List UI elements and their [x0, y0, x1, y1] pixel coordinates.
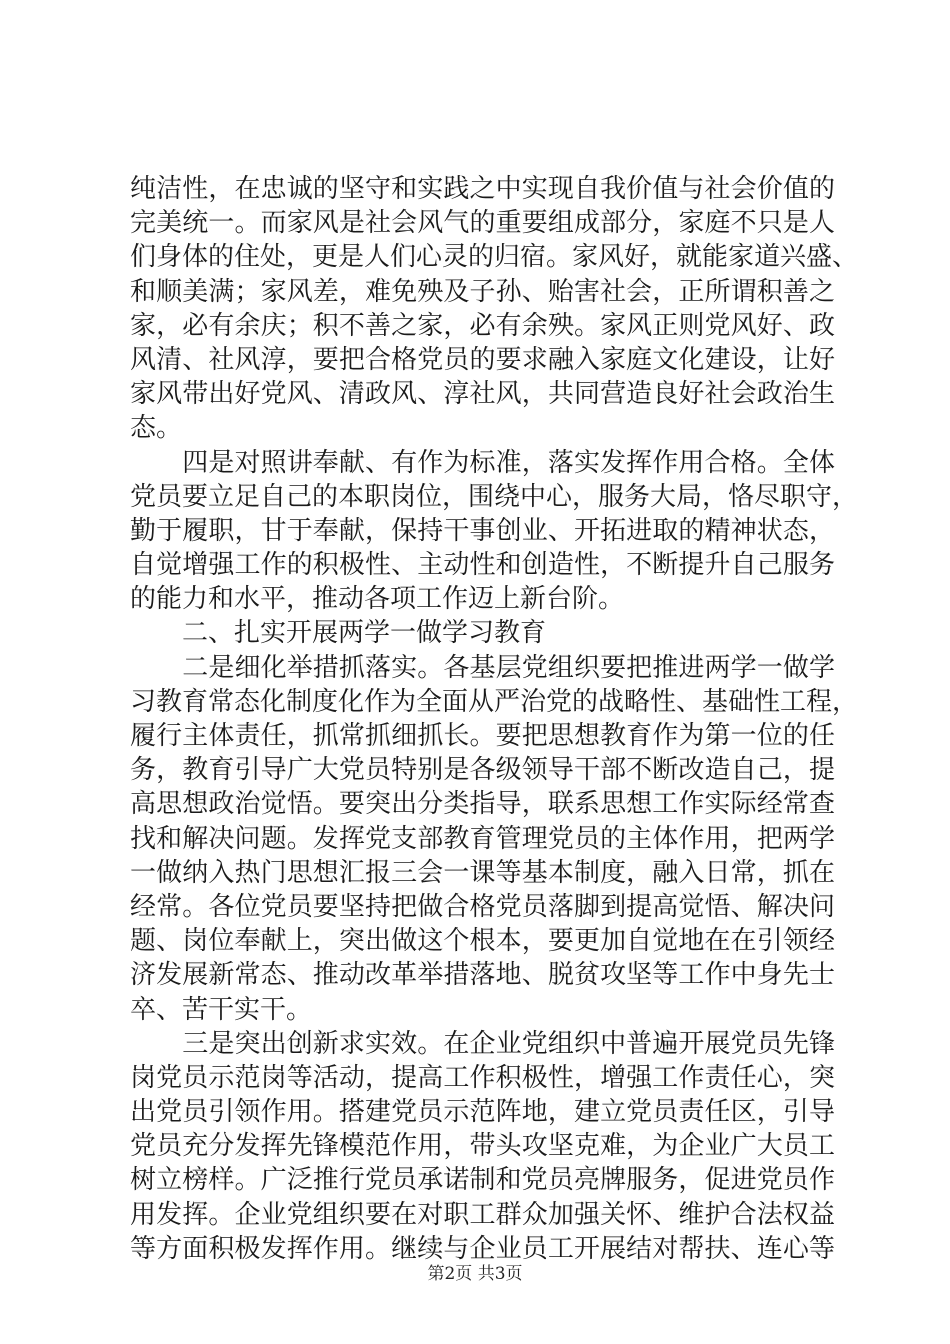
- text-line: 态。: [130, 413, 183, 444]
- text-line: 三是突出创新求实效。在企业党组织中普遍开展党员先锋: [130, 1028, 835, 1059]
- text-line: 们身体的住处，更是人们心灵的归宿。家风好，就能家道兴盛、: [130, 242, 859, 273]
- text-line: 党员要立足自己的本职岗位，围绕中心，服务大局，恪尽职守，: [130, 481, 859, 512]
- page-footer: [0, 1263, 950, 1285]
- text-line: 卒、苦干实干。: [130, 994, 313, 1025]
- text-line: 勤于履职，甘于奉献，保持干事创业、开拓进取的精神状态，: [130, 515, 835, 546]
- text-line: 题、岗位奉献上，突出做这个根本，要更加自觉地在在引领经: [130, 926, 835, 957]
- text-line: 习教育常态化制度化作为全面从严治党的战略性、基础性工程，: [130, 686, 859, 717]
- text-line: 等方面积极发挥作用。继续与企业员工开展结对帮扶、连心等: [130, 1233, 835, 1264]
- text-line: 四是对照讲奉献、有作为标准，落实发挥作用合格。全体: [130, 447, 835, 478]
- page-number-label: 第2页 共3页: [427, 1264, 523, 1284]
- text-line: 履行主体责任，抓常抓细抓长。要把思想教育作为第一位的任: [130, 721, 835, 751]
- text-line: 纯洁性，在忠诚的坚守和实践之中实现自我价值与社会价值的: [130, 174, 835, 204]
- paragraph-point-two: [130, 651, 859, 1027]
- text-line: 找和解决问题。发挥党支部教育管理党员的主体作用，把两学: [130, 823, 835, 854]
- text-line: 完美统一。而家风是社会风气的重要组成部分，家庭不只是人: [130, 208, 835, 239]
- text-line: 务，教育引导广大党员特别是各级领导干部不断改造自己，提: [130, 755, 835, 786]
- document-body: [130, 172, 859, 1266]
- text-line: 党员充分发挥先锋模范作用，带头攻坚克难，为企业广大员工: [130, 1131, 835, 1162]
- text-line: 自觉增强工作的积极性、主动性和创造性，不断提升自己服务: [130, 550, 835, 581]
- text-line: 风清、社风淳，要把合格党员的要求融入家庭文化建设，让好: [130, 344, 835, 375]
- section-heading: [130, 616, 835, 650]
- paragraph-point-four: [130, 446, 859, 617]
- text-line: 出党员引领作用。搭建党员示范阵地，建立党员责任区，引导: [130, 1097, 835, 1128]
- text-line: 家风带出好党风、清政风、淳社风，共同营造良好社会政治生: [130, 379, 835, 410]
- text-line: 的能力和水平，推动各项工作迈上新台阶。: [130, 584, 625, 615]
- text-line: 岗党员示范岗等活动，提高工作积极性，增强工作责任心，突: [130, 1062, 835, 1093]
- text-line: 济发展新常态、推动改革举措落地、脱贫攻坚等工作中身先士: [130, 960, 835, 991]
- text-line: 用发挥。企业党组织要在对职工群众加强关怀、维护合法权益: [130, 1199, 835, 1230]
- text-line: 树立榜样。广泛推行党员承诺制和党员亮牌服务，促进党员作: [130, 1165, 835, 1196]
- text-line: 经常。各位党员要坚持把做合格党员落脚到提高觉悟、解决问: [130, 891, 835, 922]
- text-line: 家，必有余庆；积不善之家，必有余殃。家风正则党风好、政: [130, 310, 835, 341]
- paragraph-point-three: [130, 1027, 835, 1266]
- section-heading-text: 二、扎实开展两学一做学习教育: [130, 618, 547, 649]
- text-line: 高思想政治觉悟。要突出分类指导，联系思想工作实际经常查: [130, 789, 835, 820]
- text-line: 和顺美满；家风差，难免殃及子孙、贻害社会，正所谓积善之: [130, 276, 835, 307]
- paragraph-continuation: [130, 172, 859, 446]
- text-line: 二是细化举措抓落实。各基层党组织要把推进两学一做学: [130, 652, 835, 683]
- text-line: 一做纳入热门思想汇报三会一课等基本制度，融入日常，抓在: [130, 857, 835, 888]
